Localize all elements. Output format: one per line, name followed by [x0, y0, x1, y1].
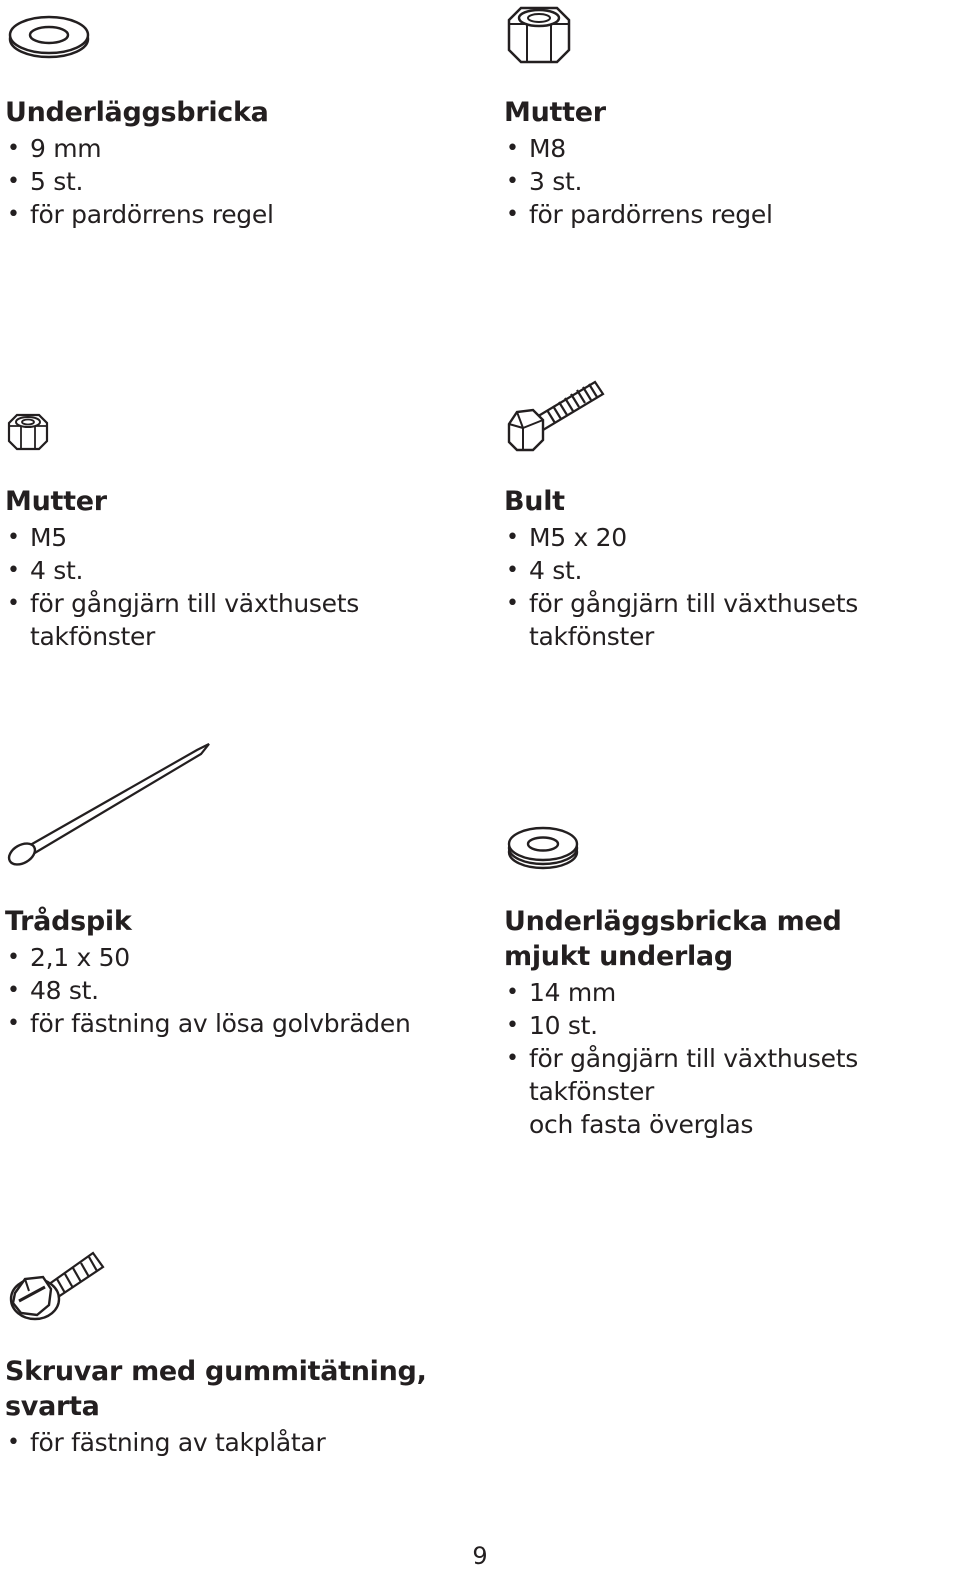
list-item: • 9 mm	[5, 132, 465, 165]
item-nut-m5	[5, 484, 465, 653]
list-item: • för fästning av lösa golvbräden	[5, 1007, 465, 1040]
item-soft-washer	[504, 904, 960, 1141]
list-item: • M8	[504, 132, 960, 165]
list-item: • 14 mm	[504, 976, 960, 1009]
list-item: • 5 st.	[5, 165, 465, 198]
item-washer-9mm	[5, 95, 465, 231]
rubber-seal-screw-icon	[5, 1247, 109, 1327]
item-bullet-list	[5, 1426, 465, 1459]
nut-small-icon	[5, 411, 51, 453]
item-title: Trådspik	[5, 906, 132, 937]
list-item-continuation: och fasta överglas	[529, 1110, 754, 1139]
item-title-line-1: Underläggsbricka med	[504, 906, 842, 937]
item-bullet-list	[504, 132, 960, 231]
washer-icon	[5, 5, 95, 65]
item-title: Mutter	[5, 486, 107, 517]
item-bolt	[504, 484, 960, 653]
list-item: • för gångjärn till växthusets takfönster	[504, 587, 960, 653]
soft-washer-icon	[505, 822, 585, 874]
list-item: • 4 st.	[5, 554, 465, 587]
item-bullet-list	[504, 976, 960, 1141]
list-item: • för pardörrens regel	[5, 198, 465, 231]
nut-icon	[503, 2, 575, 68]
item-title: Bult	[504, 486, 565, 517]
list-item: • för gångjärn till växthusets takfönster	[5, 587, 465, 653]
nail-icon	[5, 740, 215, 870]
item-title-line-2: mjukt underlag	[504, 941, 733, 972]
list-item: • 2,1 x 50	[5, 941, 465, 974]
bolt-icon	[503, 380, 607, 454]
item-title: Underläggsbricka	[5, 97, 269, 128]
item-bullet-list	[5, 132, 465, 231]
item-title: Mutter	[504, 97, 606, 128]
item-bullet-list	[5, 941, 465, 1040]
item-bullet-list	[5, 521, 465, 653]
item-title-line-1: Skruvar med gummitätning,	[5, 1356, 427, 1387]
list-item: • för pardörrens regel	[504, 198, 960, 231]
list-item: • 48 st.	[5, 974, 465, 1007]
item-bullet-list	[504, 521, 960, 653]
list-item: • för fästning av takplåtar	[5, 1426, 465, 1459]
list-item: • 10 st.	[504, 1009, 960, 1042]
list-item: • M5	[5, 521, 465, 554]
list-item: • M5 x 20	[504, 521, 960, 554]
page-number: 9	[472, 1542, 488, 1570]
list-item: • för gångjärn till växthusets takfönster	[504, 1042, 960, 1108]
item-nut-m8	[504, 95, 960, 231]
list-item: • 3 st.	[504, 165, 960, 198]
item-title-line-2: svarta	[5, 1391, 100, 1422]
item-nail	[5, 904, 465, 1040]
item-rubber-seal-screws	[5, 1354, 465, 1459]
list-item: • 4 st.	[504, 554, 960, 587]
